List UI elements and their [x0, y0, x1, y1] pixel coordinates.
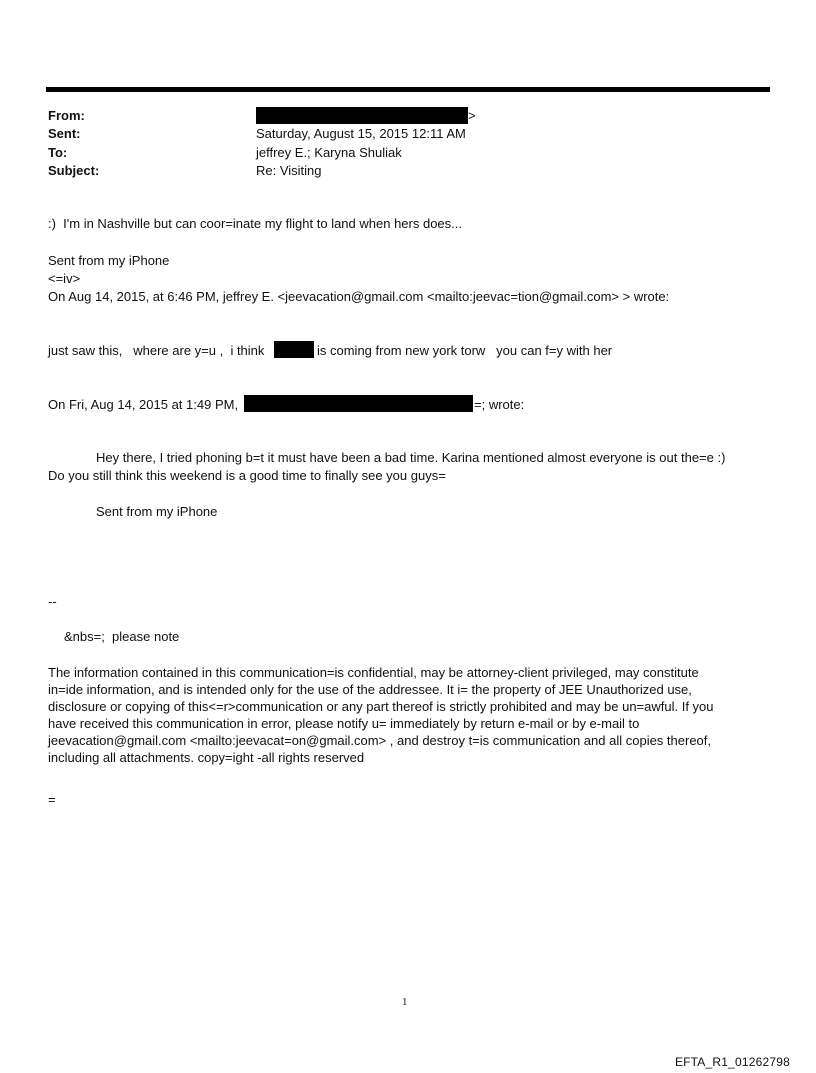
- quote-header-2-prefix: On Fri, Aug 14, 2015 at 1:49 PM,: [48, 397, 239, 412]
- page-number: 1: [402, 996, 408, 1008]
- sent-label: Sent:: [48, 126, 81, 141]
- trailing-equals: =: [48, 792, 56, 807]
- redaction-sender: [244, 395, 473, 412]
- signature-separator: --: [48, 594, 57, 609]
- to-value: jeffrey E.; Karyna Shuliak: [256, 145, 402, 160]
- header-rule: [46, 87, 770, 92]
- redaction-name: [274, 341, 314, 358]
- please-note: &nbs=; please note: [64, 629, 180, 644]
- confidentiality-disclaimer: The information contained in this communication=is confidential, may be attorney-client privileged, may constitute in=ide information, and is intended only for the use of the addressee. It i= the property of JEE Unauthorized use, disclosure or copying of this<=r>communication or any part thereof is strictly prohibited and may be un=awful. If you have received this communication in error, please notify u= immediately by return e-mail or by e-mail to jeevacation@gmail.com <mailto:jeevacat=on@gmail.com> , and destroy t=is communication and all copies thereof, including all attachments. copy=ight -all rights reserved: [48, 665, 714, 765]
- quote-header-1: On Aug 14, 2015, at 6:46 PM, jeffrey E. <jeevacation@gmail.com <mailto:jeevac=tion@gmail.com> > wrote:: [48, 289, 670, 304]
- sent-value: Saturday, August 15, 2015 12:11 AM: [256, 126, 466, 141]
- quoted-reply-part1: just saw this, where are y=u , i think: [48, 343, 265, 358]
- div-tag-text: <=iv>: [48, 271, 81, 286]
- to-label: To:: [48, 145, 68, 160]
- subject-value: Re: Visiting: [256, 163, 322, 178]
- from-value-suffix: >: [468, 108, 476, 123]
- bates-number: EFTA_R1_01262798: [674, 1055, 790, 1069]
- sent-from-iphone-2: Sent from my iPhone: [96, 504, 218, 519]
- subject-label: Subject:: [48, 163, 100, 178]
- quote-header-2-suffix: =; wrote:: [474, 397, 525, 412]
- sent-from-iphone: Sent from my iPhone: [48, 253, 170, 268]
- original-message-line2: Do you still think this weekend is a good time to finally see you guys=: [48, 468, 446, 483]
- from-label: From:: [48, 108, 85, 123]
- quoted-reply-part2: is coming from new york torw you can f=y with her: [317, 343, 613, 358]
- original-message-line1: Hey there, I tried phoning b=t it must have been a bad time. Karina mentioned almost everyone is out the=e :): [96, 450, 726, 465]
- redaction-from: [256, 107, 468, 124]
- reply-text: :) I'm in Nashville but can coor=inate my flight to land when hers does...: [48, 216, 462, 231]
